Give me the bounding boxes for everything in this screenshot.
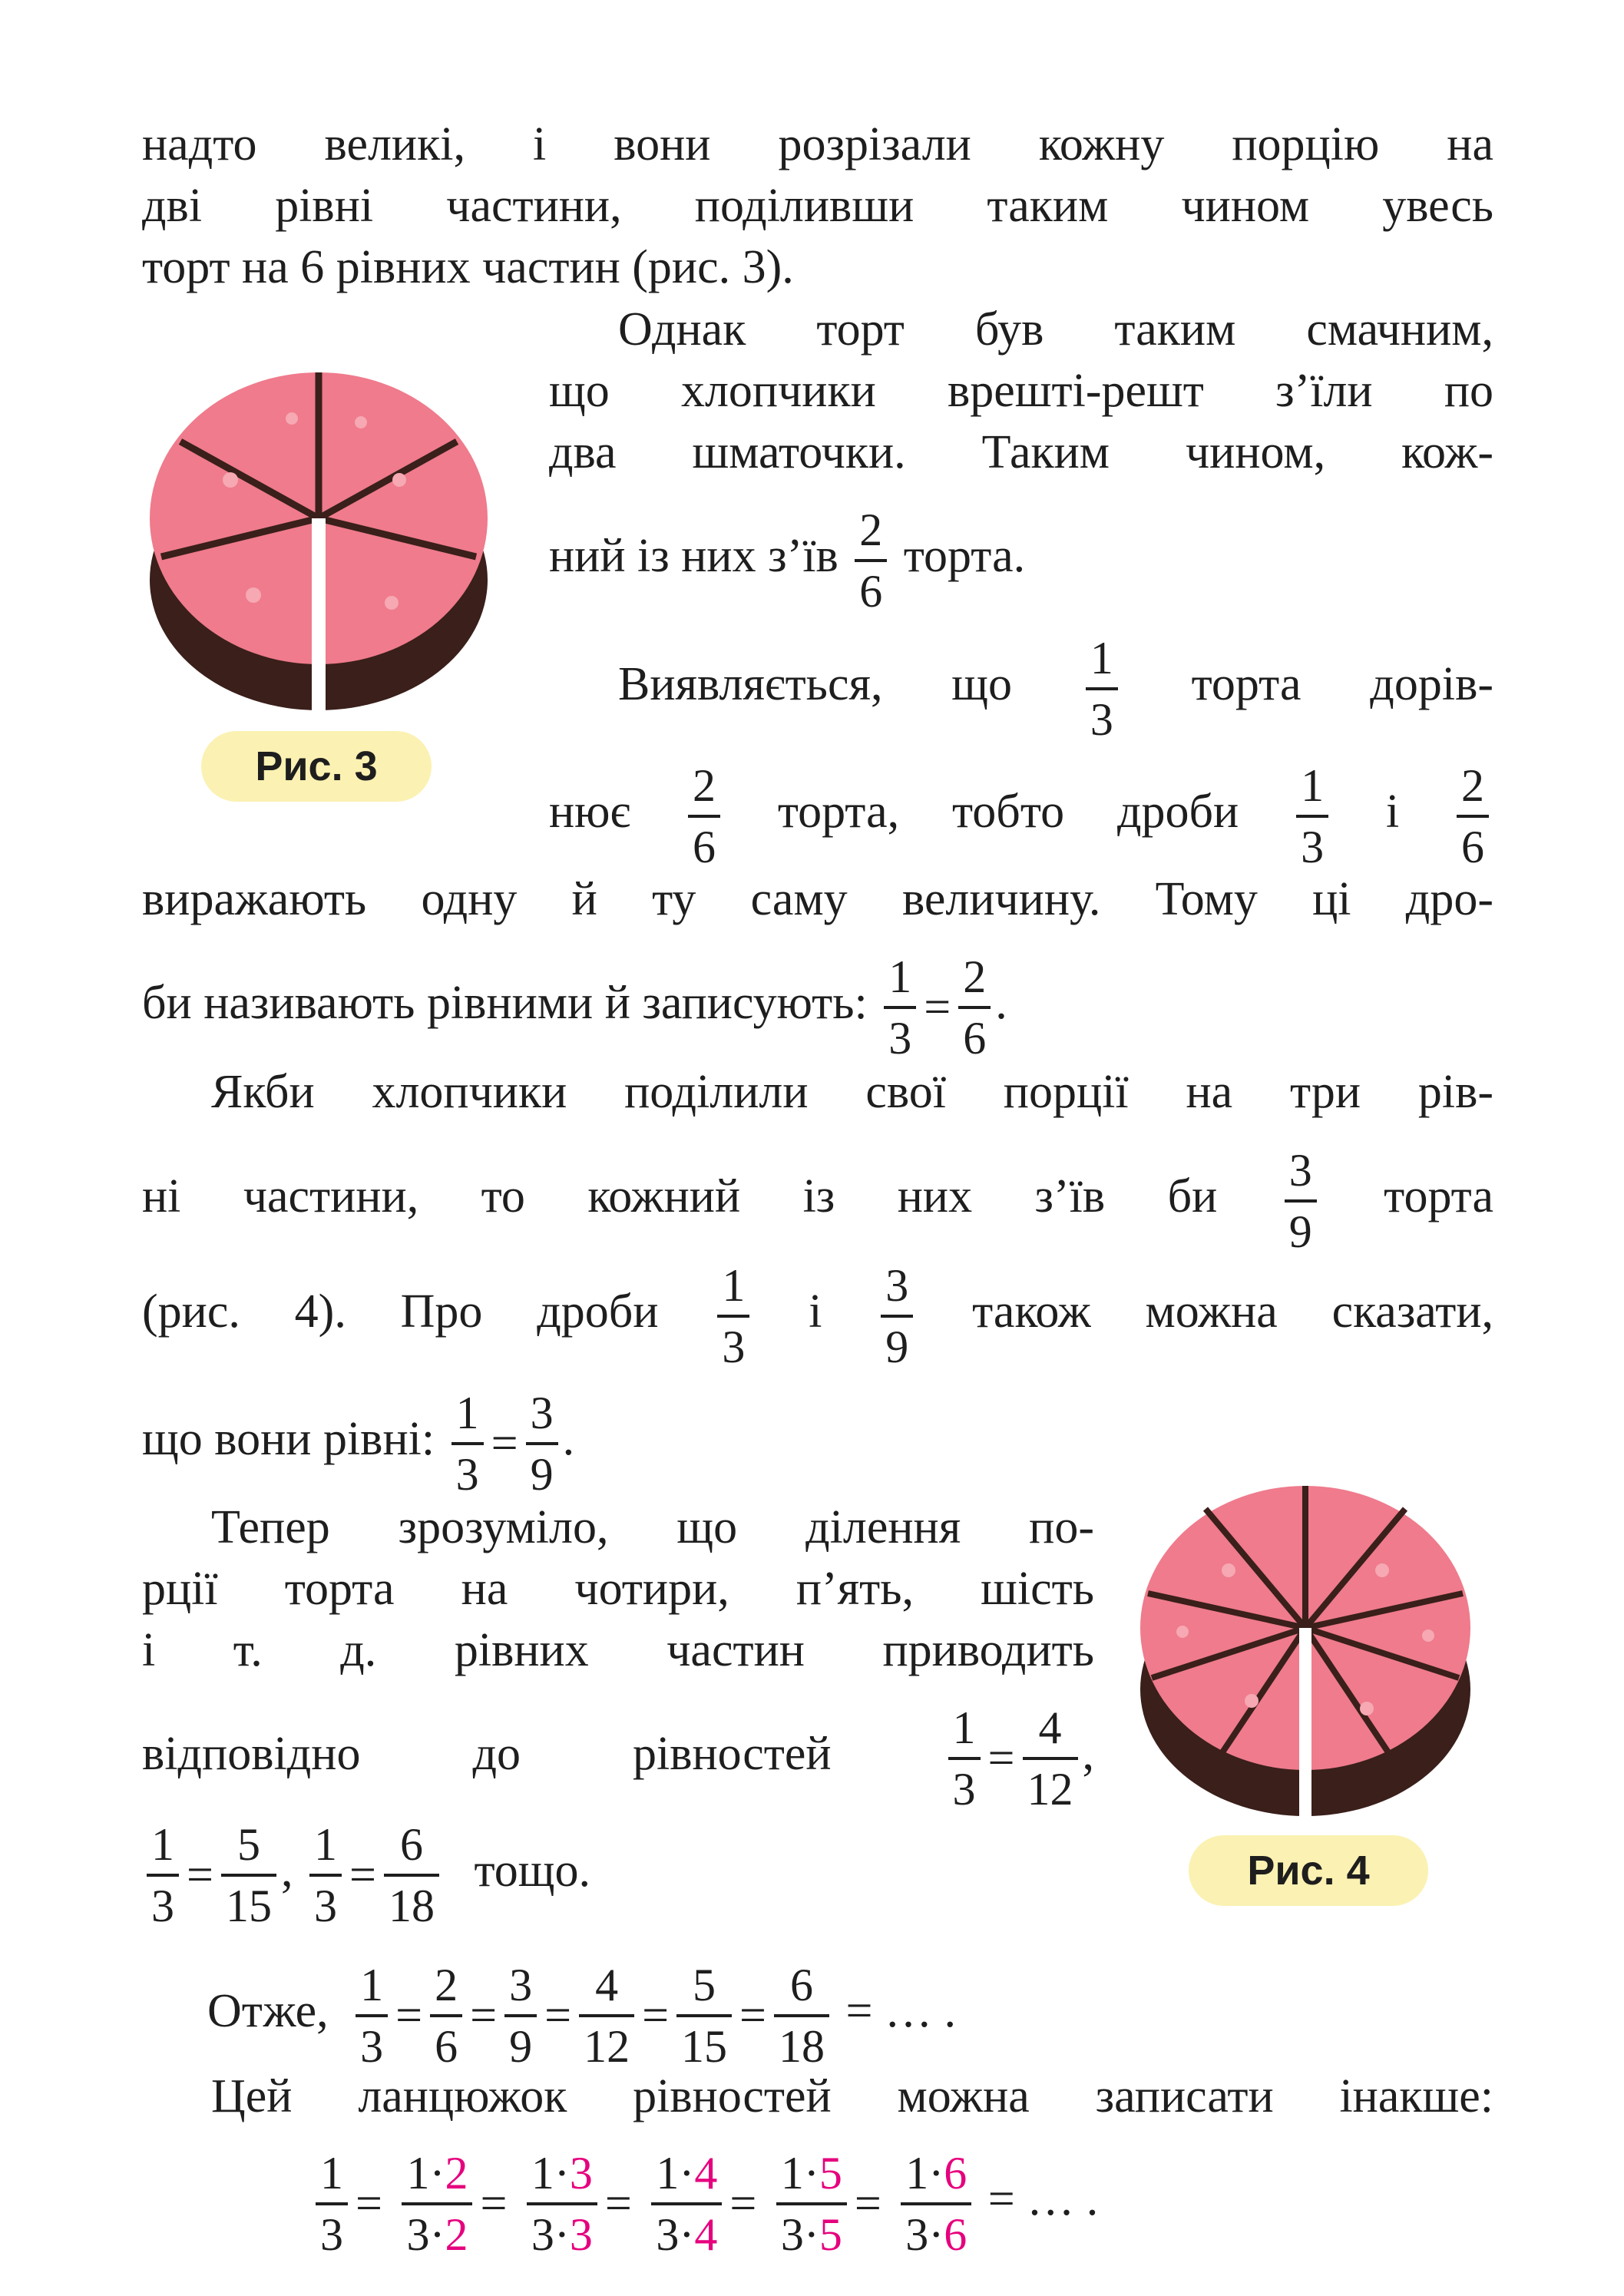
equality-chain-line	[207, 1960, 1493, 2072]
fraction-1-3	[316, 2150, 348, 2258]
numerator: 4	[595, 1960, 619, 2010]
fraction-6-18	[384, 1821, 439, 1929]
denominator	[402, 2202, 472, 2258]
equals-sign: =	[854, 2178, 881, 2230]
text-line-12: Якби хлопчики поділили свої порції на три рів-	[211, 1066, 1493, 1118]
fraction-1x6-3x6	[901, 2150, 971, 2258]
denominator: 15	[676, 2014, 732, 2069]
numerator: 1	[313, 1819, 337, 1870]
figure-4-cake-image	[1136, 1463, 1474, 1824]
numerator: 1	[455, 1388, 479, 1438]
fraction-3-9	[504, 1960, 537, 2072]
text-line-4: Однак торт був таким смачним,	[618, 303, 1493, 356]
numerator	[776, 2150, 847, 2202]
text-segment: = … .	[845, 1985, 956, 2038]
fraction-1x2-3x2	[402, 2150, 472, 2258]
denominator: 18	[384, 1874, 439, 1929]
text-line-16: Тепер зрозуміло, що ділення по-	[211, 1501, 1094, 1553]
denominator: 3	[356, 2014, 388, 2069]
one: 1	[531, 2148, 554, 2198]
numerator: 2	[435, 1960, 458, 2010]
fraction-5-15	[221, 1821, 276, 1929]
text-line-7	[549, 505, 1493, 617]
three: 3	[656, 2209, 680, 2260]
multiplier: 5	[819, 2209, 842, 2260]
fraction-1x5-3x5	[776, 2150, 847, 2258]
denominator: 9	[504, 2014, 537, 2069]
text-line-11	[142, 951, 1493, 1064]
numerator: 6	[790, 1960, 814, 2010]
denominator: 3	[1296, 815, 1328, 870]
fraction-4-12	[1023, 1702, 1078, 1815]
numerator: 1	[151, 1819, 174, 1870]
equals-sign: =	[739, 1990, 767, 2042]
multiplier: 5	[819, 2148, 842, 2198]
fraction-4-12	[579, 1960, 634, 2072]
text-segment: Отже,	[207, 1985, 329, 2038]
multiply-dot: ·	[429, 2148, 445, 2198]
three: 3	[905, 2209, 929, 2260]
numerator: 1	[360, 1960, 384, 2010]
denominator: 9	[526, 1442, 558, 1497]
text-segment: тощо.	[474, 1844, 590, 1897]
multiplier: 6	[944, 2148, 967, 2198]
text-segment: торта дорів-	[1191, 658, 1493, 711]
numerator: 5	[236, 1819, 260, 1870]
denominator: 18	[774, 2014, 829, 2069]
fraction-1-3	[147, 1821, 179, 1929]
denominator: 12	[1023, 1757, 1078, 1812]
fraction-3-9	[526, 1388, 558, 1500]
denominator: 3	[309, 1874, 342, 1929]
text-segment: що вони рівні:	[142, 1413, 435, 1466]
text-segment: ні частини, то кожний із них з’їв би	[142, 1170, 1218, 1223]
numerator	[901, 2150, 971, 2202]
text-line-8	[549, 635, 1493, 743]
equals-sign: =	[480, 2178, 508, 2230]
text-segment: Виявляється, що	[618, 658, 1013, 711]
text-segment: і	[809, 1285, 822, 1338]
one: 1	[406, 2148, 430, 2198]
multiply-dot: ·	[803, 2148, 819, 2198]
numerator: 1	[1090, 633, 1113, 683]
denominator	[527, 2202, 597, 2258]
multiplier: 4	[694, 2148, 718, 2198]
numerator	[651, 2150, 722, 2202]
equals-sign: =	[544, 1990, 572, 2042]
multiply-dot: ·	[679, 2209, 695, 2260]
text-line-10: виражають одну й ту саму величину. Тому ці дро-	[142, 873, 1493, 925]
denominator: 6	[430, 2014, 462, 2069]
numerator: 5	[693, 1960, 716, 2010]
numerator: 2	[1461, 760, 1485, 811]
fraction-5-15	[676, 1960, 732, 2072]
text-line-18: і т. д. рівних частин приводить	[142, 1624, 1094, 1676]
text-segment: нює	[549, 786, 631, 839]
equals-sign: =	[642, 1990, 670, 2042]
multiply-dot: ·	[429, 2209, 445, 2260]
equals-sign: =	[924, 981, 951, 1034]
three: 3	[780, 2209, 804, 2260]
denominator: 3	[884, 1006, 916, 1061]
numerator: 3	[1288, 1145, 1312, 1196]
one: 1	[780, 2148, 804, 2198]
numerator: 3	[885, 1260, 909, 1311]
punctuation: .	[562, 1413, 575, 1466]
numerator: 6	[399, 1819, 423, 1870]
numerator: 1	[722, 1260, 746, 1311]
denominator: 6	[688, 815, 720, 870]
denominator: 3	[147, 1874, 179, 1929]
multiplier: 2	[445, 2148, 468, 2198]
three: 3	[406, 2209, 430, 2260]
multiplication-chain-line	[311, 2150, 1493, 2258]
text-segment: і	[1385, 786, 1400, 839]
text-line-19	[142, 1702, 1094, 1815]
denominator: 6	[1457, 815, 1489, 870]
multiply-dot: ·	[554, 2148, 570, 2198]
fraction-1x3-3x3	[527, 2150, 597, 2258]
numerator: 4	[1038, 1702, 1062, 1753]
denominator	[901, 2202, 971, 2258]
equals-sign: =	[491, 1418, 518, 1470]
text-segment: торта.	[903, 530, 1026, 583]
numerator: 2	[963, 951, 987, 1002]
denominator: 3	[316, 2202, 348, 2258]
multiply-dot: ·	[928, 2209, 944, 2260]
text-segment: = … .	[987, 2173, 1099, 2226]
fraction-6-18	[774, 1960, 829, 2072]
fraction-1-3	[309, 1821, 342, 1929]
numerator: 1	[888, 951, 912, 1002]
equals-sign: =	[356, 2178, 382, 2230]
denominator	[776, 2202, 847, 2258]
one: 1	[656, 2148, 680, 2198]
equals-sign: =	[987, 1732, 1015, 1785]
text-line-9	[549, 760, 1493, 872]
multiplier: 4	[694, 2209, 718, 2260]
multiply-dot: ·	[679, 2148, 695, 2198]
denominator: 12	[579, 2014, 634, 2069]
text-segment: ний із них з’їв	[549, 530, 838, 583]
text-line-14	[142, 1262, 1493, 1370]
numerator: 2	[692, 760, 716, 811]
text-line-2: дві рівні частини, поділивши таким чином увесь	[142, 180, 1493, 232]
text-segment: відповідно до рівностей	[142, 1728, 832, 1781]
multiply-dot: ·	[803, 2209, 819, 2260]
denominator: 15	[221, 1874, 276, 1929]
fraction-1-3	[717, 1262, 749, 1370]
text-segment: торта	[1384, 1170, 1494, 1223]
multiplier: 3	[569, 2209, 593, 2260]
numerator: 1	[952, 1702, 976, 1753]
numerator: 2	[859, 505, 883, 555]
numerator: 1	[1301, 760, 1325, 811]
numerator	[527, 2150, 597, 2202]
fraction-1-3	[1296, 760, 1328, 872]
fraction-1-3	[1086, 635, 1118, 743]
denominator: 9	[1285, 1199, 1317, 1255]
denominator	[651, 2202, 722, 2258]
text-line-22: Цей ланцюжок рівностей можна записати інакше:	[211, 2070, 1493, 2122]
multiplier: 2	[445, 2209, 468, 2260]
equals-sign: =	[729, 2178, 757, 2230]
numerator: 3	[509, 1960, 533, 2010]
figure-3-cake-image	[146, 349, 491, 718]
fraction-1x4-3x4	[651, 2150, 722, 2258]
denominator: 6	[958, 1006, 991, 1061]
denominator: 3	[948, 1757, 981, 1812]
text-segment: (рис. 4). Про дроби	[142, 1285, 659, 1338]
fraction-2-6	[688, 760, 720, 872]
fraction-3-9	[881, 1262, 913, 1370]
text-line-13	[142, 1147, 1493, 1255]
fraction-2-6	[855, 505, 887, 617]
fraction-1-3	[948, 1702, 981, 1815]
punctuation: .	[995, 977, 1007, 1030]
denominator: 9	[881, 1315, 913, 1370]
denominator: 3	[1086, 687, 1118, 743]
denominator: 3	[717, 1315, 749, 1370]
text-segment: також можна сказати,	[972, 1285, 1493, 1338]
text-line-6: два шматочки. Таким чином, кож-	[549, 426, 1493, 478]
fraction-1-3	[356, 1960, 388, 2072]
numerator	[402, 2150, 472, 2202]
fraction-3-9	[1285, 1147, 1317, 1255]
text-line-1: надто великі, і вони розрізали кожну порцію на	[142, 118, 1493, 170]
three: 3	[531, 2209, 554, 2260]
text-segment: торта, тобто дроби	[777, 786, 1239, 839]
equals-sign: =	[349, 1849, 376, 1901]
punctuation: ,	[1082, 1728, 1094, 1781]
fraction-1-3	[884, 951, 916, 1064]
figure-4-caption: Рис. 4	[1189, 1835, 1428, 1906]
multiply-dot: ·	[928, 2148, 944, 2198]
fraction-2-6	[1457, 760, 1489, 872]
text-line-3: торт на 6 рівних частин (рис. 3).	[142, 241, 794, 293]
equals-sign: =	[470, 1990, 498, 2042]
text-segment: би називають рівними й записують:	[142, 977, 868, 1030]
figure-3-caption: Рис. 3	[201, 731, 432, 802]
multiply-dot: ·	[554, 2209, 570, 2260]
equals-sign: =	[187, 1849, 213, 1901]
numerator: 3	[530, 1388, 554, 1438]
fraction-2-6	[430, 1960, 462, 2072]
text-line-5: що хлопчики врешті-решт з’їли по	[549, 365, 1493, 417]
denominator: 6	[855, 559, 887, 614]
denominator: 3	[451, 1442, 484, 1497]
equals-sign: =	[395, 1990, 423, 2042]
numerator: 1	[320, 2148, 343, 2198]
fraction-2-6	[958, 951, 991, 1064]
fraction-1-3	[451, 1388, 484, 1500]
equals-sign: =	[604, 2178, 632, 2230]
one: 1	[905, 2148, 929, 2198]
multiplier: 6	[944, 2209, 967, 2260]
text-line-17: рції торта на чотири, п’ять, шість	[142, 1563, 1094, 1615]
multiplier: 3	[569, 2148, 593, 2198]
punctuation: ,	[280, 1844, 293, 1897]
